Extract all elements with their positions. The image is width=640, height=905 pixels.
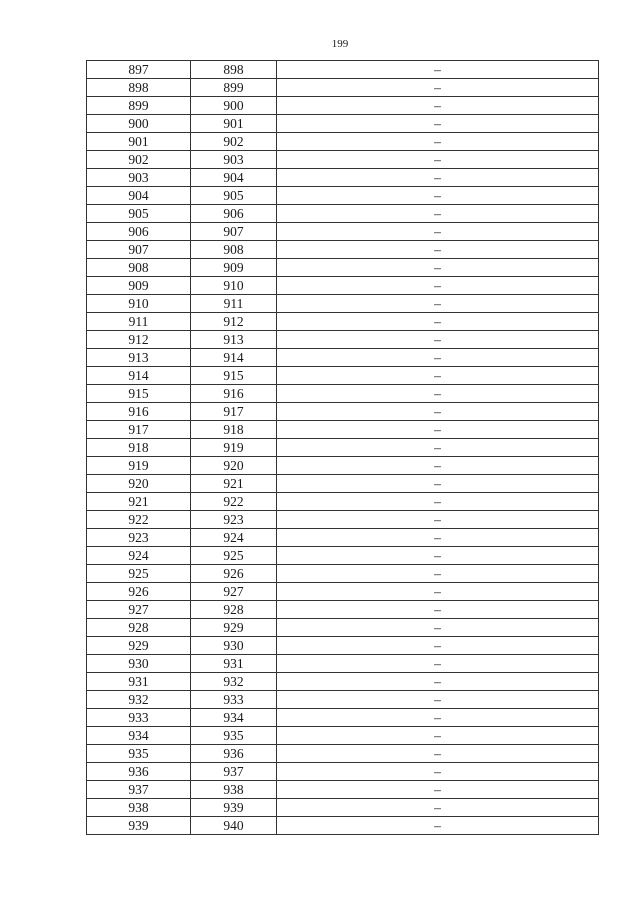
- table-row: [87, 115, 599, 133]
- table-cell-col-1: 917: [87, 421, 191, 439]
- table-body: [87, 61, 599, 835]
- table-cell-col-3: –: [277, 403, 599, 421]
- table-row: [87, 709, 599, 727]
- table-cell-col-3: –: [277, 187, 599, 205]
- table-cell-col-1: 932: [87, 691, 191, 709]
- table-cell-col-3: –: [277, 115, 599, 133]
- table-cell-col-1: 901: [87, 133, 191, 151]
- table-cell-col-2: 938: [191, 781, 277, 799]
- table-cell-col-3: –: [277, 655, 599, 673]
- table-row: [87, 691, 599, 709]
- table-cell-col-2: 919: [191, 439, 277, 457]
- table-row: [87, 529, 599, 547]
- table-cell-col-3: –: [277, 367, 599, 385]
- table-cell-col-3: –: [277, 295, 599, 313]
- table-cell-col-3: –: [277, 691, 599, 709]
- table-cell-col-3: –: [277, 151, 599, 169]
- table-cell-col-3: –: [277, 277, 599, 295]
- table-row: [87, 241, 599, 259]
- table-row: [87, 151, 599, 169]
- table-cell-col-1: 920: [87, 475, 191, 493]
- table-cell-col-1: 905: [87, 205, 191, 223]
- table-cell-col-2: 934: [191, 709, 277, 727]
- table-cell-col-1: 935: [87, 745, 191, 763]
- table-cell-col-3: –: [277, 313, 599, 331]
- table-row: [87, 439, 599, 457]
- table-cell-col-3: –: [277, 799, 599, 817]
- table-cell-col-2: 903: [191, 151, 277, 169]
- table-row: [87, 637, 599, 655]
- table-row: [87, 223, 599, 241]
- table-cell-col-1: 912: [87, 331, 191, 349]
- table-cell-col-3: –: [277, 457, 599, 475]
- table-row: [87, 547, 599, 565]
- table-cell-col-2: 922: [191, 493, 277, 511]
- table-cell-col-2: 937: [191, 763, 277, 781]
- table-cell-col-2: 923: [191, 511, 277, 529]
- table-cell-col-1: 939: [87, 817, 191, 835]
- table-cell-col-1: 902: [87, 151, 191, 169]
- table-cell-col-1: 900: [87, 115, 191, 133]
- table-cell-col-3: –: [277, 475, 599, 493]
- table-row: [87, 97, 599, 115]
- table-cell-col-1: 933: [87, 709, 191, 727]
- table-cell-col-3: –: [277, 745, 599, 763]
- table-cell-col-2: 911: [191, 295, 277, 313]
- page-number: 199: [331, 38, 349, 50]
- table-cell-col-2: 932: [191, 673, 277, 691]
- table-cell-col-2: 930: [191, 637, 277, 655]
- table-row: [87, 763, 599, 781]
- table-cell-col-2: 909: [191, 259, 277, 277]
- table-cell-col-1: 931: [87, 673, 191, 691]
- table-cell-col-1: 927: [87, 601, 191, 619]
- table-row: [87, 583, 599, 601]
- table-cell-col-3: –: [277, 259, 599, 277]
- table-cell-col-1: 934: [87, 727, 191, 745]
- table-row: [87, 79, 599, 97]
- table-row: [87, 799, 599, 817]
- table-cell-col-3: –: [277, 637, 599, 655]
- table-cell-col-2: 913: [191, 331, 277, 349]
- table-cell-col-3: –: [277, 511, 599, 529]
- table-cell-col-1: 908: [87, 259, 191, 277]
- table-cell-col-3: –: [277, 61, 599, 79]
- table-cell-col-3: –: [277, 601, 599, 619]
- table-row: [87, 133, 599, 151]
- table-cell-col-2: 940: [191, 817, 277, 835]
- table-cell-col-2: 933: [191, 691, 277, 709]
- table-cell-col-3: –: [277, 709, 599, 727]
- table-row: [87, 745, 599, 763]
- table-row: [87, 349, 599, 367]
- table-cell-col-2: 929: [191, 619, 277, 637]
- table-cell-col-1: 898: [87, 79, 191, 97]
- table-cell-col-1: 928: [87, 619, 191, 637]
- table-cell-col-2: 910: [191, 277, 277, 295]
- table-cell-col-2: 900: [191, 97, 277, 115]
- table-cell-col-2: 917: [191, 403, 277, 421]
- table-cell-col-3: –: [277, 169, 599, 187]
- table-row: [87, 403, 599, 421]
- table-cell-col-3: –: [277, 439, 599, 457]
- table-cell-col-2: 914: [191, 349, 277, 367]
- table-cell-col-3: –: [277, 349, 599, 367]
- table-cell-col-1: 907: [87, 241, 191, 259]
- table-cell-col-3: –: [277, 223, 599, 241]
- table-cell-col-2: 927: [191, 583, 277, 601]
- table-row: [87, 295, 599, 313]
- table-cell-col-2: 912: [191, 313, 277, 331]
- table-cell-col-1: 918: [87, 439, 191, 457]
- table-row: [87, 493, 599, 511]
- table-cell-col-1: 910: [87, 295, 191, 313]
- table-cell-col-3: –: [277, 583, 599, 601]
- table-row: [87, 313, 599, 331]
- table-row: [87, 475, 599, 493]
- table-cell-col-2: 935: [191, 727, 277, 745]
- table-row: [87, 457, 599, 475]
- table-cell-col-3: –: [277, 421, 599, 439]
- table-cell-col-1: 919: [87, 457, 191, 475]
- table-cell-col-2: 936: [191, 745, 277, 763]
- table-cell-col-1: 911: [87, 313, 191, 331]
- table-row: [87, 277, 599, 295]
- table-cell-col-1: 923: [87, 529, 191, 547]
- table-cell-col-1: 925: [87, 565, 191, 583]
- table-cell-col-2: 925: [191, 547, 277, 565]
- table-cell-col-2: 921: [191, 475, 277, 493]
- table-cell-col-1: 936: [87, 763, 191, 781]
- table-cell-col-3: –: [277, 205, 599, 223]
- table-cell-col-2: 939: [191, 799, 277, 817]
- table-cell-col-2: 918: [191, 421, 277, 439]
- table-cell-col-1: 921: [87, 493, 191, 511]
- table-cell-col-2: 899: [191, 79, 277, 97]
- table-row: [87, 169, 599, 187]
- table-cell-col-1: 916: [87, 403, 191, 421]
- table-cell-col-2: 905: [191, 187, 277, 205]
- table-cell-col-3: –: [277, 673, 599, 691]
- table-row: [87, 727, 599, 745]
- table-row: [87, 817, 599, 835]
- table-cell-col-3: –: [277, 331, 599, 349]
- table-cell-col-3: –: [277, 619, 599, 637]
- table-row: [87, 205, 599, 223]
- table-cell-col-2: 920: [191, 457, 277, 475]
- table-cell-col-1: 926: [87, 583, 191, 601]
- table-cell-col-1: 929: [87, 637, 191, 655]
- table-cell-col-3: –: [277, 97, 599, 115]
- table-row: [87, 367, 599, 385]
- table-cell-col-1: 914: [87, 367, 191, 385]
- table-cell-col-1: 904: [87, 187, 191, 205]
- table-row: [87, 259, 599, 277]
- table-cell-col-1: 930: [87, 655, 191, 673]
- table-row: [87, 655, 599, 673]
- table-row: [87, 61, 599, 79]
- table-row: [87, 187, 599, 205]
- table-row: [87, 781, 599, 799]
- table-cell-col-2: 915: [191, 367, 277, 385]
- table-cell-col-1: 915: [87, 385, 191, 403]
- table-cell-col-3: –: [277, 79, 599, 97]
- table-cell-col-3: –: [277, 727, 599, 745]
- table-cell-col-2: 928: [191, 601, 277, 619]
- data-table: [86, 60, 599, 835]
- table-row: [87, 331, 599, 349]
- table-row: [87, 601, 599, 619]
- table-cell-col-1: 922: [87, 511, 191, 529]
- table-cell-col-2: 924: [191, 529, 277, 547]
- table-cell-col-1: 913: [87, 349, 191, 367]
- table-cell-col-1: 909: [87, 277, 191, 295]
- table-row: [87, 619, 599, 637]
- table-cell-col-3: –: [277, 241, 599, 259]
- table-cell-col-3: –: [277, 385, 599, 403]
- table-cell-col-2: 907: [191, 223, 277, 241]
- table-cell-col-1: 903: [87, 169, 191, 187]
- table-cell-col-3: –: [277, 565, 599, 583]
- table-cell-col-1: 899: [87, 97, 191, 115]
- table-cell-col-2: 931: [191, 655, 277, 673]
- table-cell-col-1: 937: [87, 781, 191, 799]
- table-cell-col-3: –: [277, 133, 599, 151]
- table-cell-col-1: 924: [87, 547, 191, 565]
- table-row: [87, 673, 599, 691]
- table-cell-col-3: –: [277, 763, 599, 781]
- table-cell-col-2: 926: [191, 565, 277, 583]
- table-cell-col-2: 916: [191, 385, 277, 403]
- table-cell-col-3: –: [277, 817, 599, 835]
- table-cell-col-1: 938: [87, 799, 191, 817]
- table-cell-col-2: 902: [191, 133, 277, 151]
- table-cell-col-2: 901: [191, 115, 277, 133]
- table-cell-col-2: 904: [191, 169, 277, 187]
- table-cell-col-3: –: [277, 547, 599, 565]
- table-cell-col-2: 906: [191, 205, 277, 223]
- table-cell-col-3: –: [277, 493, 599, 511]
- table-cell-col-1: 906: [87, 223, 191, 241]
- table-cell-col-3: –: [277, 529, 599, 547]
- table-row: [87, 565, 599, 583]
- table-cell-col-2: 908: [191, 241, 277, 259]
- table-cell-col-3: –: [277, 781, 599, 799]
- table-cell-col-2: 898: [191, 61, 277, 79]
- table-row: [87, 385, 599, 403]
- table-cell-col-1: 897: [87, 61, 191, 79]
- table-row: [87, 511, 599, 529]
- table-row: [87, 421, 599, 439]
